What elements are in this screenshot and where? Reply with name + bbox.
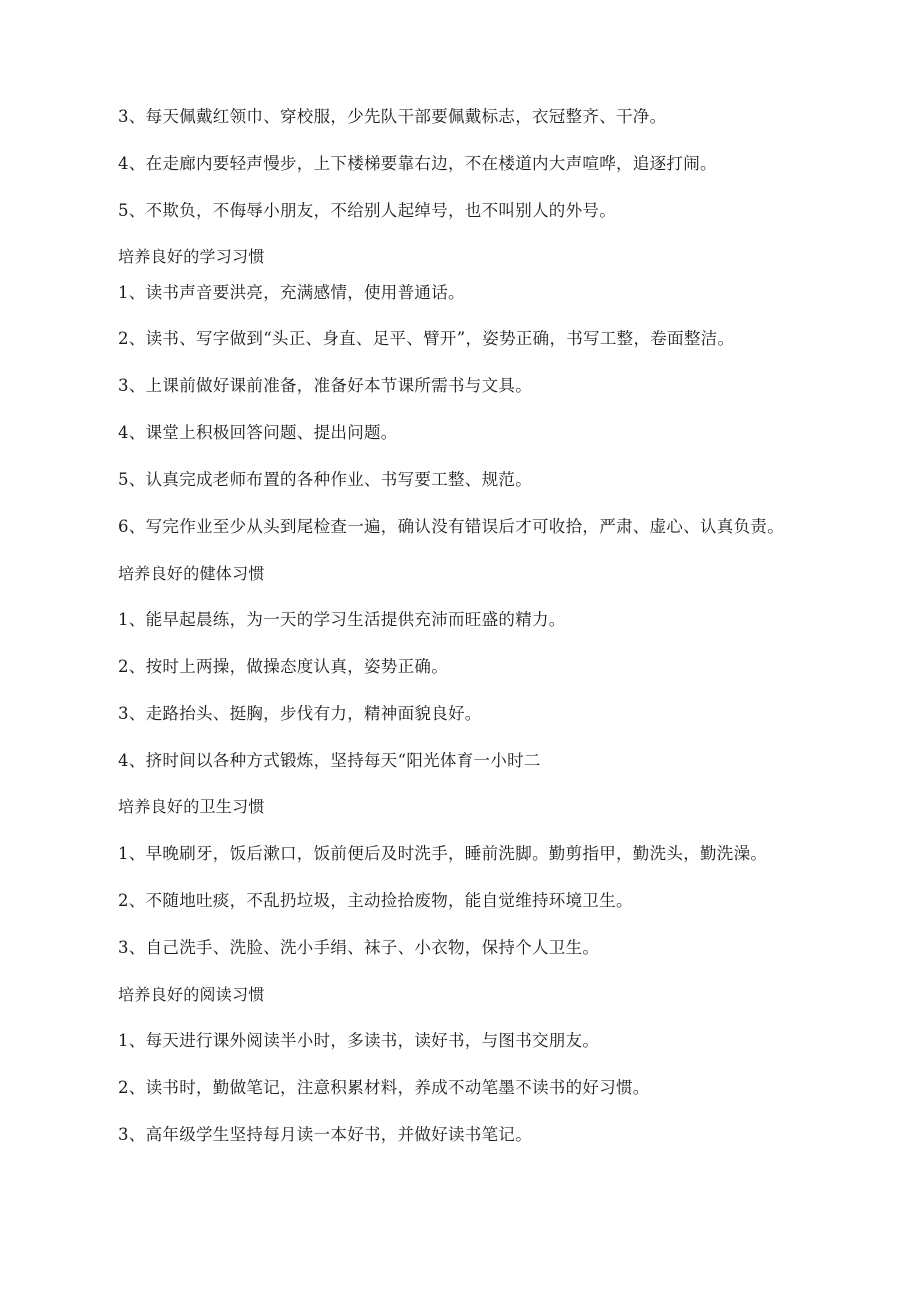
fitness-item-4: 4、挤时间以各种方式锻炼，坚持每天“阳光体育一小时二: [118, 751, 541, 770]
study-item-3: 3、上课前做好课前准备，准备好本节课所需书与文具。: [118, 376, 532, 395]
study-item-4: 4、课堂上积极回答问题、提出问题。: [118, 423, 398, 442]
study-item-5: 5、认真完成老师布置的各种作业、书写要工整、规范。: [118, 470, 532, 489]
fitness-item-3: 3、走路抬头、挺胸，步伐有力，精神面貌良好。: [118, 704, 482, 723]
hygiene-item-3: 3、自己洗手、洗脸、洗小手绢、袜子、小衣物，保持个人卫生。: [118, 938, 600, 957]
hygiene-item-2: 2、不随地吐痰，不乱扔垃圾，主动捡拾废物，能自觉维持环境卫生。: [118, 891, 633, 910]
reading-item-1: 1、每天进行课外阅读半小时，多读书，读好书，与图书交朋友。: [118, 1031, 600, 1050]
study-item-1: 1、读书声音要洪亮，充满感情，使用普通话。: [118, 283, 465, 302]
hygiene-item-1: 1、早晚刷牙，饭后漱口，饭前便后及时洗手，睡前洗脚。勤剪指甲，勤洗头，勤洗澡。: [118, 844, 768, 863]
intro-item-4: 4、在走廊内要轻声慢步，上下楼梯要靠右边，不在楼道内大声喧哗，追逐打闹。: [118, 154, 717, 173]
reading-item-3: 3、高年级学生坚持每月读一本好书，并做好读书笔记。: [118, 1125, 532, 1144]
study-item-6: 6、写完作业至少从头到尾检查一遍，确认没有错误后才可收拾，严肃、虚心、认真负责。: [118, 517, 784, 536]
fitness-item-1: 1、能早起晨练，为一天的学习生活提供充沛而旺盛的精力。: [118, 610, 566, 629]
section-heading-reading: 培养良好的阅读习惯: [118, 985, 265, 1004]
intro-item-3: 3、每天佩戴红领巾、穿校服，少先队干部要佩戴标志，衣冠整齐、干净。: [118, 107, 667, 126]
study-item-2: 2、读书、写字做到“头正、身直、足平、臂开”，姿势正确，书写工整，卷面整洁。: [118, 329, 735, 348]
section-heading-fitness: 培养良好的健体习惯: [118, 564, 265, 583]
fitness-item-2: 2、按时上两操，做操态度认真，姿势正确。: [118, 657, 448, 676]
section-heading-hygiene: 培养良好的卫生习惯: [118, 797, 265, 816]
reading-item-2: 2、读书时，勤做笔记，注意积累材料，养成不动笔墨不读书的好习惯。: [118, 1078, 650, 1097]
section-heading-study: 培养良好的学习习惯: [118, 247, 265, 266]
intro-item-5: 5、不欺负，不侮辱小朋友，不给别人起绰号，也不叫别人的外号。: [118, 201, 616, 220]
